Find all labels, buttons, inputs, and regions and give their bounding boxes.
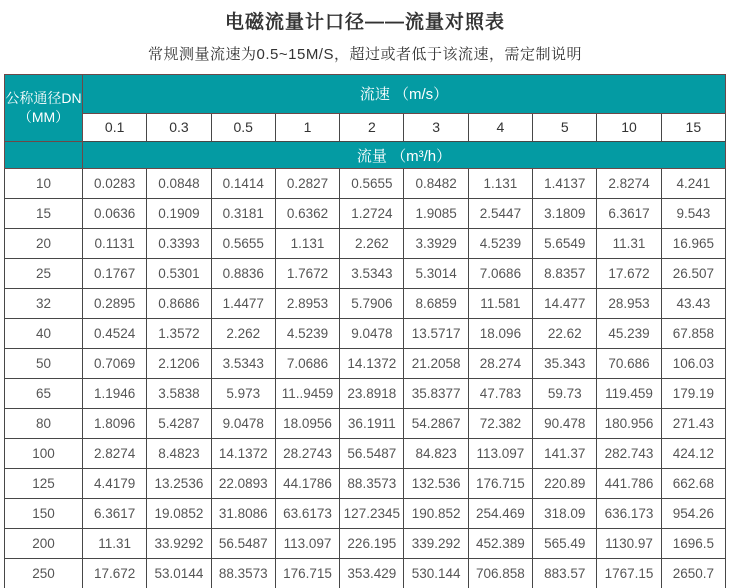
flow-value-cell: 0.0283	[83, 169, 147, 199]
table-row	[5, 499, 726, 529]
flow-value-cell: 132.536	[404, 469, 468, 499]
flow-value-cell: 44.1786	[275, 469, 339, 499]
flow-value-cell: 318.09	[533, 499, 597, 529]
flow-value-cell: 22.0893	[211, 469, 275, 499]
dn-cell: 50	[5, 349, 83, 379]
flow-value-cell: 7.0686	[275, 349, 339, 379]
flow-value-cell: 22.62	[533, 319, 597, 349]
flow-value-cell: 662.68	[661, 469, 725, 499]
flow-value-cell: 3.3929	[404, 229, 468, 259]
flow-value-cell: 3.5343	[340, 259, 404, 289]
flow-value-cell: 127.2345	[340, 499, 404, 529]
flow-value-cell: 2.8274	[83, 439, 147, 469]
flow-value-cell: 0.1131	[83, 229, 147, 259]
flow-value-cell: 5.6549	[533, 229, 597, 259]
flow-value-cell: 141.37	[533, 439, 597, 469]
page-title: 电磁流量计口径——流量对照表	[224, 12, 505, 33]
flow-value-cell: 33.9292	[147, 529, 211, 559]
velocity-col-header: 0.5	[211, 113, 275, 141]
flow-value-cell: 8.4823	[147, 439, 211, 469]
table-row	[5, 319, 726, 349]
flow-value-cell: 1.4137	[533, 169, 597, 199]
flow-value-cell: 0.0848	[147, 169, 211, 199]
flow-value-cell: 56.5487	[211, 529, 275, 559]
flow-value-cell: 1.4477	[211, 289, 275, 319]
flow-value-cell: 28.2743	[275, 439, 339, 469]
flow-value-cell: 2.262	[211, 319, 275, 349]
flow-value-cell: 31.8086	[211, 499, 275, 529]
flow-value-cell: 2.8274	[597, 169, 661, 199]
flow-value-cell: 2.262	[340, 229, 404, 259]
flow-value-cell: 2.5447	[468, 199, 532, 229]
flow-value-cell: 9.0478	[340, 319, 404, 349]
flow-value-cell: 0.5655	[211, 229, 275, 259]
flow-value-cell: 23.8918	[340, 379, 404, 409]
flow-value-cell: 1.2724	[340, 199, 404, 229]
flow-value-cell: 0.6362	[275, 199, 339, 229]
flow-value-cell: 1.131	[275, 229, 339, 259]
flow-value-cell: 706.858	[468, 559, 532, 588]
flow-comparison-table	[4, 74, 726, 588]
flow-value-cell: 14.1372	[211, 439, 275, 469]
flow-value-cell: 19.0852	[147, 499, 211, 529]
flow-band-row	[5, 142, 726, 169]
flow-value-cell: 113.097	[275, 529, 339, 559]
flow-value-cell: 180.956	[597, 409, 661, 439]
flow-value-cell: 530.144	[404, 559, 468, 588]
flow-value-cell: 1.131	[468, 169, 532, 199]
flow-value-cell: 0.8686	[147, 289, 211, 319]
flow-value-cell: 5.3014	[404, 259, 468, 289]
flow-value-cell: 1.9085	[404, 199, 468, 229]
flow-value-cell: 11..9459	[275, 379, 339, 409]
dn-cell: 125	[5, 469, 83, 499]
flow-value-cell: 1696.5	[661, 529, 725, 559]
flow-value-cell: 88.3573	[340, 469, 404, 499]
flow-value-cell: 4.4179	[83, 469, 147, 499]
flow-value-cell: 1.8096	[83, 409, 147, 439]
table-row	[5, 559, 726, 588]
table-row	[5, 289, 726, 319]
page-subtitle: 常规测量流速为0.5~15M/S，超过或者低于该流速，需定制说明	[148, 46, 582, 63]
flow-value-cell: 179.19	[661, 379, 725, 409]
flow-value-cell: 226.195	[340, 529, 404, 559]
flow-value-cell: 0.8836	[211, 259, 275, 289]
table-row	[5, 439, 726, 469]
flow-value-cell: 0.2895	[83, 289, 147, 319]
velocity-col-header: 2	[340, 113, 404, 141]
flow-value-cell: 353.429	[340, 559, 404, 588]
table-row	[5, 199, 726, 229]
flow-value-cell: 18.096	[468, 319, 532, 349]
corner-header-dn	[5, 75, 83, 142]
flow-value-cell: 113.097	[468, 439, 532, 469]
table-row	[5, 169, 726, 199]
flow-value-cell: 6.3617	[83, 499, 147, 529]
flow-value-cell: 6.3617	[597, 199, 661, 229]
flow-value-cell: 424.12	[661, 439, 725, 469]
dn-cell: 65	[5, 379, 83, 409]
flow-value-cell: 254.469	[468, 499, 532, 529]
flow-value-cell: 9.543	[661, 199, 725, 229]
flow-value-cell: 13.2536	[147, 469, 211, 499]
flow-value-cell: 56.5487	[340, 439, 404, 469]
flow-value-cell: 176.715	[468, 469, 532, 499]
flow-value-cell: 176.715	[275, 559, 339, 588]
corner-header-line2: （MM）	[17, 109, 70, 125]
flow-value-cell: 0.3181	[211, 199, 275, 229]
velocity-col-header: 10	[597, 113, 661, 141]
flow-value-cell: 452.389	[468, 529, 532, 559]
header-row-velocity-band	[5, 75, 726, 114]
flow-value-cell: 119.459	[597, 379, 661, 409]
flow-value-cell: 0.2827	[275, 169, 339, 199]
flow-value-cell: 190.852	[404, 499, 468, 529]
table-row	[5, 469, 726, 499]
flow-value-cell: 636.173	[597, 499, 661, 529]
flow-value-cell: 90.478	[533, 409, 597, 439]
flow-value-cell: 0.8482	[404, 169, 468, 199]
flow-value-cell: 67.858	[661, 319, 725, 349]
velocity-col-header: 5	[533, 113, 597, 141]
flow-value-cell: 565.49	[533, 529, 597, 559]
flow-value-cell: 26.507	[661, 259, 725, 289]
table-row	[5, 259, 726, 289]
flow-header: 流量 （m³/h）	[83, 142, 726, 169]
flow-value-cell: 14.1372	[340, 349, 404, 379]
dn-cell: 10	[5, 169, 83, 199]
flow-value-cell: 16.965	[661, 229, 725, 259]
flow-value-cell: 4.5239	[468, 229, 532, 259]
flow-value-cell: 11.31	[597, 229, 661, 259]
velocity-col-header: 3	[404, 113, 468, 141]
flow-value-cell: 1.7672	[275, 259, 339, 289]
flow-value-cell: 18.0956	[275, 409, 339, 439]
flow-value-cell: 954.26	[661, 499, 725, 529]
flow-value-cell: 36.1911	[340, 409, 404, 439]
dn-cell: 40	[5, 319, 83, 349]
flow-value-cell: 11.31	[83, 529, 147, 559]
flow-value-cell: 72.382	[468, 409, 532, 439]
flow-value-cell: 3.5343	[211, 349, 275, 379]
flow-value-cell: 883.57	[533, 559, 597, 588]
table-row	[5, 229, 726, 259]
table-row	[5, 409, 726, 439]
flow-value-cell: 63.6173	[275, 499, 339, 529]
flow-value-cell: 84.823	[404, 439, 468, 469]
flow-value-cell: 8.8357	[533, 259, 597, 289]
flow-value-cell: 13.5717	[404, 319, 468, 349]
flow-value-cell: 4.5239	[275, 319, 339, 349]
flow-value-cell: 0.5655	[340, 169, 404, 199]
dn-cell: 25	[5, 259, 83, 289]
velocity-col-header: 15	[661, 113, 725, 141]
flow-band-empty-cell	[5, 142, 83, 169]
dn-cell: 32	[5, 289, 83, 319]
flow-value-cell: 271.43	[661, 409, 725, 439]
dn-cell: 150	[5, 499, 83, 529]
flow-value-cell: 0.5301	[147, 259, 211, 289]
flow-value-cell: 106.03	[661, 349, 725, 379]
flow-value-cell: 1767.15	[597, 559, 661, 588]
flow-value-cell: 8.6859	[404, 289, 468, 319]
flow-value-cell: 35.8377	[404, 379, 468, 409]
flow-value-cell: 54.2867	[404, 409, 468, 439]
flow-value-cell: 17.672	[83, 559, 147, 588]
flow-value-cell: 1.3572	[147, 319, 211, 349]
flow-value-cell: 0.0636	[83, 199, 147, 229]
flow-value-cell: 282.743	[597, 439, 661, 469]
flow-value-cell: 0.4524	[83, 319, 147, 349]
flow-value-cell: 53.0144	[147, 559, 211, 588]
flow-value-cell: 0.3393	[147, 229, 211, 259]
flow-value-cell: 5.973	[211, 379, 275, 409]
flow-value-cell: 5.7906	[340, 289, 404, 319]
dn-cell: 100	[5, 439, 83, 469]
flow-value-cell: 1130.97	[597, 529, 661, 559]
dn-cell: 200	[5, 529, 83, 559]
velocity-header: 流速 （m/s）	[83, 75, 726, 114]
flow-value-cell: 11.581	[468, 289, 532, 319]
flow-value-cell: 28.274	[468, 349, 532, 379]
flow-value-cell: 9.0478	[211, 409, 275, 439]
dn-cell: 250	[5, 559, 83, 588]
flow-value-cell: 17.672	[597, 259, 661, 289]
velocity-col-header: 0.1	[83, 113, 147, 141]
corner-header-line1: 公称通径DN	[5, 90, 82, 106]
flow-value-cell: 43.43	[661, 289, 725, 319]
flow-value-cell: 0.1909	[147, 199, 211, 229]
flow-value-cell: 35.343	[533, 349, 597, 379]
table-row	[5, 529, 726, 559]
flow-value-cell: 0.1414	[211, 169, 275, 199]
velocity-col-header: 1	[275, 113, 339, 141]
flow-value-cell: 59.73	[533, 379, 597, 409]
flow-value-cell: 7.0686	[468, 259, 532, 289]
flow-value-cell: 339.292	[404, 529, 468, 559]
flow-value-cell: 3.5838	[147, 379, 211, 409]
flow-value-cell: 3.1809	[533, 199, 597, 229]
flow-value-cell: 0.7069	[83, 349, 147, 379]
flow-value-cell: 45.239	[597, 319, 661, 349]
flow-value-cell: 0.1767	[83, 259, 147, 289]
flow-value-cell: 47.783	[468, 379, 532, 409]
flow-value-cell: 4.241	[661, 169, 725, 199]
dn-cell: 15	[5, 199, 83, 229]
flow-value-cell: 28.953	[597, 289, 661, 319]
flow-value-cell: 441.786	[597, 469, 661, 499]
flow-value-cell: 70.686	[597, 349, 661, 379]
table-row	[5, 349, 726, 379]
dn-cell: 80	[5, 409, 83, 439]
flow-value-cell: 2.8953	[275, 289, 339, 319]
velocity-col-header: 4	[468, 113, 532, 141]
flow-value-cell: 1.1946	[83, 379, 147, 409]
flow-value-cell: 5.4287	[147, 409, 211, 439]
table-row	[5, 379, 726, 409]
dn-cell: 20	[5, 229, 83, 259]
velocity-col-header: 0.3	[147, 113, 211, 141]
flow-value-cell: 220.89	[533, 469, 597, 499]
flow-table-body	[5, 169, 726, 588]
flow-value-cell: 21.2058	[404, 349, 468, 379]
flow-value-cell: 2650.7	[661, 559, 725, 588]
velocity-values-row	[5, 113, 726, 141]
flow-value-cell: 88.3573	[211, 559, 275, 588]
flow-value-cell: 14.477	[533, 289, 597, 319]
flow-value-cell: 2.1206	[147, 349, 211, 379]
